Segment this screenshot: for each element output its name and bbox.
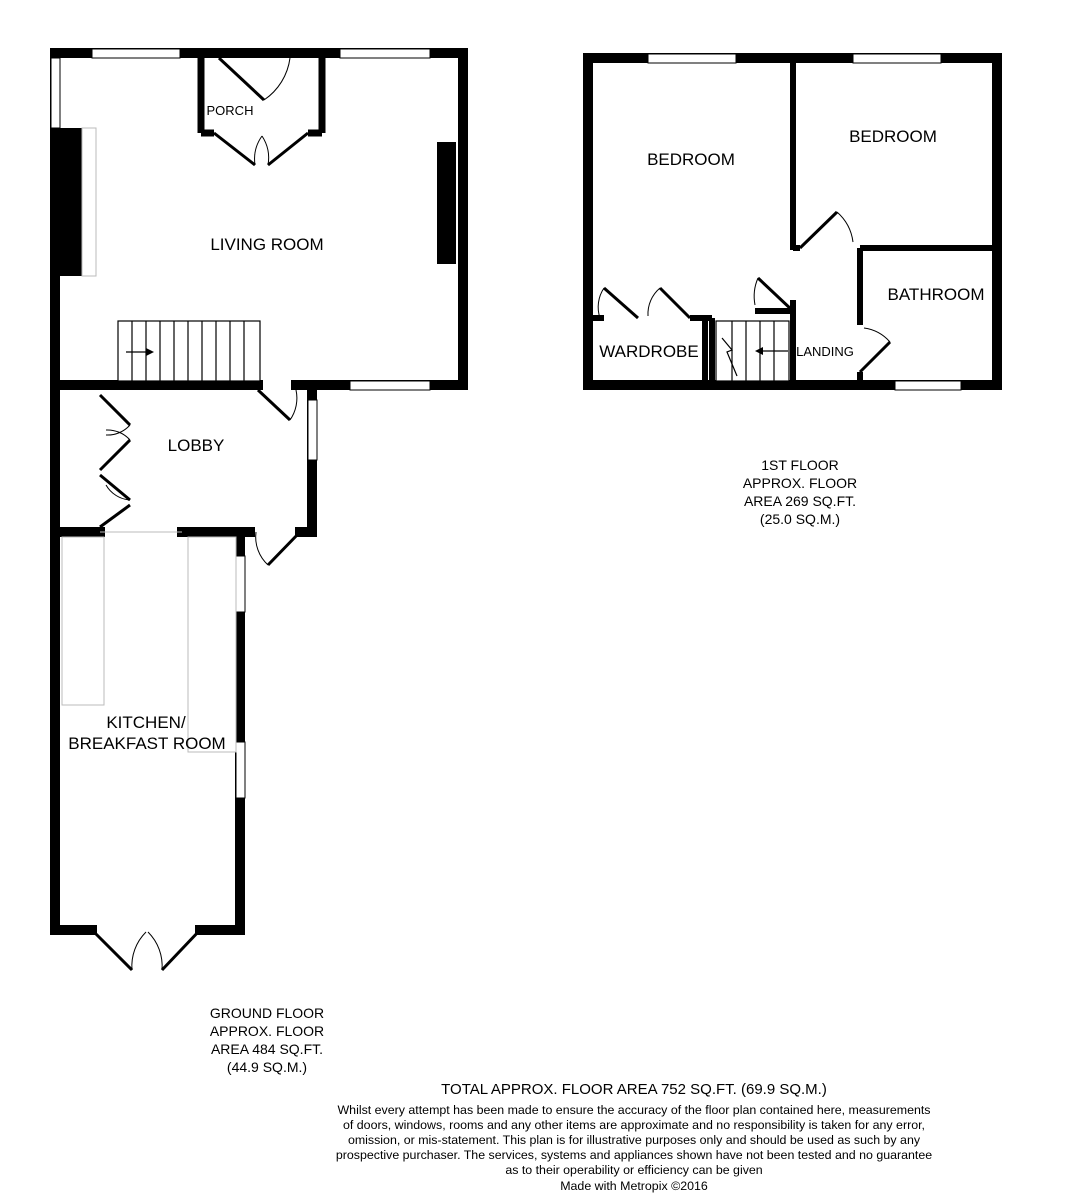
window — [51, 58, 60, 128]
ground-floor-walls — [55, 53, 463, 930]
disclaimer-line: of doors, windows, rooms and any other items are approximate and no responsibility is taken for any error, — [343, 1118, 925, 1132]
room-label-living-room: LIVING ROOM — [210, 235, 324, 254]
first-floor-area-line3: AREA 269 SQ.FT. — [743, 493, 857, 509]
room-label-bedroom-left: BEDROOM — [647, 150, 735, 169]
window — [236, 556, 245, 612]
fireplace — [60, 128, 82, 276]
first-floor-area-line4: (25.0 SQ.M.) — [759, 511, 841, 527]
disclaimer-line: Whilst every attempt has been made to ensure the accuracy of the floor plan contained here, measurements — [337, 1103, 931, 1117]
footer — [336, 1081, 932, 1193]
window — [340, 49, 430, 58]
ground-floor-area-line1: GROUND FLOOR — [209, 1005, 325, 1021]
first-floor-area-line1: 1ST FLOOR — [761, 457, 839, 473]
worktop-left — [62, 537, 104, 705]
room-label-lobby: LOBBY — [167, 436, 225, 455]
disclaimer-line: prospective purchaser. The services, systems and appliances shown have not been tested and no guarantee — [335, 1148, 933, 1162]
chimney-breast — [437, 142, 456, 264]
first-floor-windows — [648, 54, 961, 390]
window — [92, 49, 180, 58]
first-floor-inner-walls — [592, 58, 997, 385]
hearth — [82, 128, 96, 276]
window — [648, 54, 736, 63]
ground-floor-area-line2: APPROX. FLOOR — [209, 1023, 325, 1039]
room-label-bedroom-right: BEDROOM — [849, 127, 937, 146]
ground-floor-doors — [92, 58, 308, 970]
porch-walls — [201, 53, 322, 133]
disclaimer-line: omission, or mis-statement. This plan is for illustrative purposes only and should be used as such by any — [347, 1133, 921, 1147]
room-label-wardrobe: WARDROBE — [599, 342, 699, 361]
ground-floor-area-line3: AREA 484 SQ.FT. — [210, 1041, 324, 1057]
room-label-porch: PORCH — [206, 103, 254, 118]
window — [895, 381, 961, 390]
metropix-credit: Made with Metropix ©2016 — [560, 1179, 708, 1193]
first-floor-area-line2: APPROX. FLOOR — [742, 475, 858, 491]
room-label-bathroom: BATHROOM — [887, 285, 985, 304]
ground-floor-stairs — [118, 321, 260, 381]
disclaimer-line: as to their operability or efficiency can be given — [505, 1163, 763, 1177]
worktop-right — [188, 537, 236, 752]
window — [308, 400, 317, 460]
window — [350, 381, 430, 390]
window — [853, 54, 941, 63]
ground-floor-plan — [51, 49, 463, 1075]
first-floor-plan — [588, 54, 997, 527]
room-label-landing: LANDING — [796, 344, 854, 359]
total-floor-area: TOTAL APPROX. FLOOR AREA 752 SQ.FT. (69.9 SQ.M.) — [441, 1081, 827, 1098]
room-label-kitchen-line1: KITCHEN/ — [106, 713, 186, 732]
room-label-kitchen-line2: BREAKFAST ROOM — [68, 734, 226, 753]
window — [236, 742, 245, 798]
ground-floor-area-line4: (44.9 SQ.M.) — [226, 1059, 308, 1075]
